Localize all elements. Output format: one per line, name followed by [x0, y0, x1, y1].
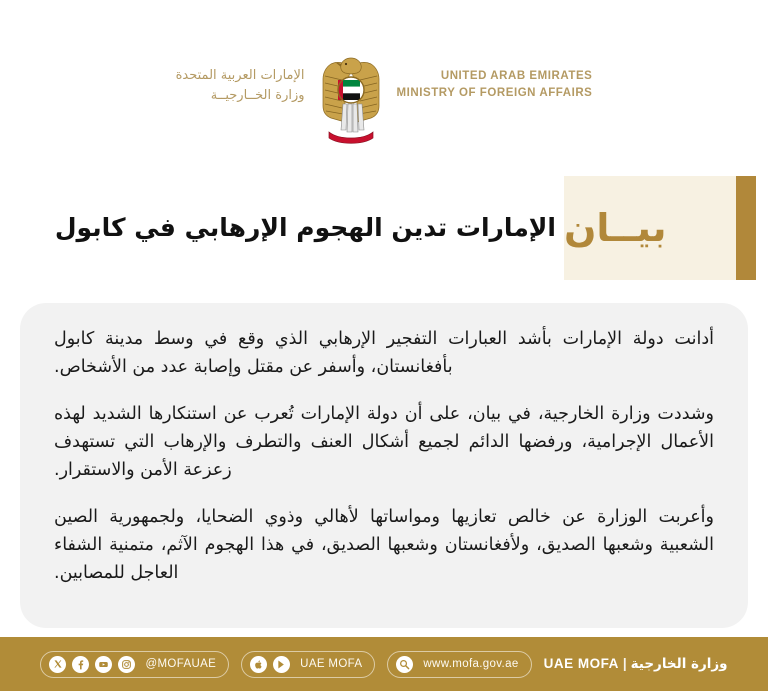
- footer-bar: [0, 637, 768, 691]
- apps-label: UAE MOFA: [300, 658, 363, 670]
- facebook-icon: [72, 656, 89, 673]
- social-label: @MOFAUAE: [145, 658, 217, 670]
- statement-body-card: [20, 303, 748, 628]
- badge-accent-bar: [736, 176, 756, 280]
- logo-arabic-text: [176, 52, 305, 106]
- social-pill[interactable]: [40, 651, 229, 678]
- statement-badge: [564, 176, 756, 280]
- page-title: الإمارات تدين الهجوم الإرهابي في كابول: [54, 213, 556, 243]
- google-play-icon: [273, 656, 290, 673]
- search-icon: [396, 656, 413, 673]
- logo-english-line1: UNITED ARAB EMIRATES: [440, 70, 593, 82]
- logo-english-line2: MINISTRY OF FOREIGN AFFAIRS: [396, 87, 593, 99]
- uae-federal-emblem-falcon-icon: [315, 52, 387, 148]
- app-stores-pill[interactable]: [241, 651, 375, 678]
- footer-brand-arabic: وزارة الخارجية: [630, 656, 728, 672]
- statement-paragraph-3: وأعربت الوزارة عن خالص تعازيها ومواساتها لأهالي وذوي الضحايا، ولجمهورية الصين الشعبية وشعبها الصديق، ولأفغانستان وشعبها الصديق، في هذا الهجوم الآثم، متمنية الشفاء العاجل للمصابين.: [54, 506, 714, 584]
- statement-paragraph-1: أدانت دولة الإمارات بأشد العبارات التفجير الإرهابي الذي وقع في وسط مدينة كابول بأفغانستان، وأسفر عن مقتل وإصابة عدد من الأشخاص.: [54, 329, 714, 378]
- footer-brand-english: UAE MOFA: [543, 656, 619, 671]
- logo-english-text: [397, 52, 593, 102]
- footer-brand: [544, 656, 728, 672]
- footer-brand-separator: |: [622, 656, 627, 671]
- badge-label: بيــان: [564, 206, 667, 250]
- ministry-logo-lockup: [0, 52, 768, 152]
- youtube-icon: [95, 656, 112, 673]
- logo-arabic-line2: وزارة الخــارجيــة: [210, 88, 305, 103]
- x-twitter-icon: [49, 656, 66, 673]
- statement-paragraph-2: وشددت وزارة الخارجية، في بيان، على أن دولة الإمارات تُعرب عن استنكارها الشديد لهذه الأعمال الإجرامية، ورفضها الدائم لجميع أشكال العنف والتطرف والإرهاب التي تستهدف زعزعة الأمن والاستقرار.: [54, 403, 714, 481]
- logo-arabic-line1: الإمارات العربية المتحدة: [175, 68, 305, 83]
- website-pill[interactable]: [387, 651, 531, 678]
- instagram-icon: [118, 656, 135, 673]
- apple-icon: [250, 656, 267, 673]
- website-label: www.mofa.gov.ae: [423, 658, 519, 670]
